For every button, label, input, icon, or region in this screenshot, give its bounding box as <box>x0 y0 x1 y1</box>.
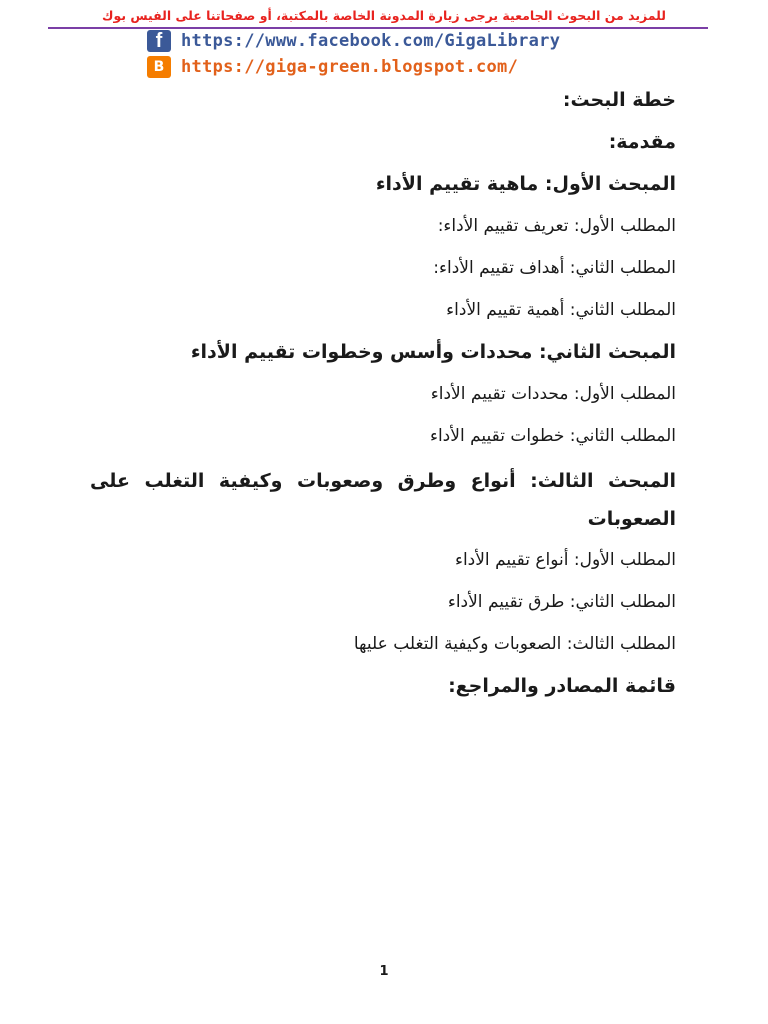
section-1-title: المبحث الأول: ماهية تقييم الأداء <box>375 173 676 195</box>
page-number: 1 <box>379 964 389 979</box>
section-1-item-3: المطلب الثاني: أهمية تقييم الأداء <box>446 300 676 320</box>
references-heading: قائمة المصادر والمراجع: <box>448 675 676 697</box>
blog-link[interactable]: https://giga-green.blogspot.com/ <box>181 57 519 77</box>
header-notice: للمزيد من البحوث الجامعية يرجى زيارة المدونة الخاصة بالمكتبة، أو صفحاتنا على الفيس بوك <box>102 8 666 23</box>
section-2-title: المبحث الثاني: محددات وأسس وخطوات تقييم الأداء <box>190 341 676 363</box>
section-3-item-2: المطلب الثاني: طرق تقييم الأداء <box>447 592 676 612</box>
section-3-item-3: المطلب الثالث: الصعوبات وكيفية التغلب عليها <box>353 634 676 654</box>
section-1-item-1: المطلب الأول: تعريف تقييم الأداء: <box>437 216 676 236</box>
facebook-link[interactable]: https://www.facebook.com/GigaLibrary <box>181 31 561 51</box>
section-1-item-2: المطلب الثاني: أهداف تقييم الأداء: <box>433 258 676 278</box>
section-2-item-1: المطلب الأول: محددات تقييم الأداء <box>430 384 676 404</box>
facebook-link-row[interactable] <box>147 29 560 53</box>
introduction-heading: مقدمة: <box>608 131 676 153</box>
section-3-title: المبحث الثالث: أنواع وطرق وصعوبات وكيفية التغلب على الصعوبات <box>90 470 676 530</box>
section-3-item-1: المطلب الأول: أنواع تقييم الأداء <box>454 550 676 570</box>
facebook-icon: f <box>147 30 171 52</box>
blogger-icon: B <box>147 56 171 78</box>
plan-title: خطة البحث: <box>562 89 676 111</box>
research-plan <box>90 80 676 702</box>
blog-link-row[interactable] <box>147 55 518 79</box>
section-2-item-2: المطلب الثاني: خطوات تقييم الأداء <box>429 426 676 446</box>
